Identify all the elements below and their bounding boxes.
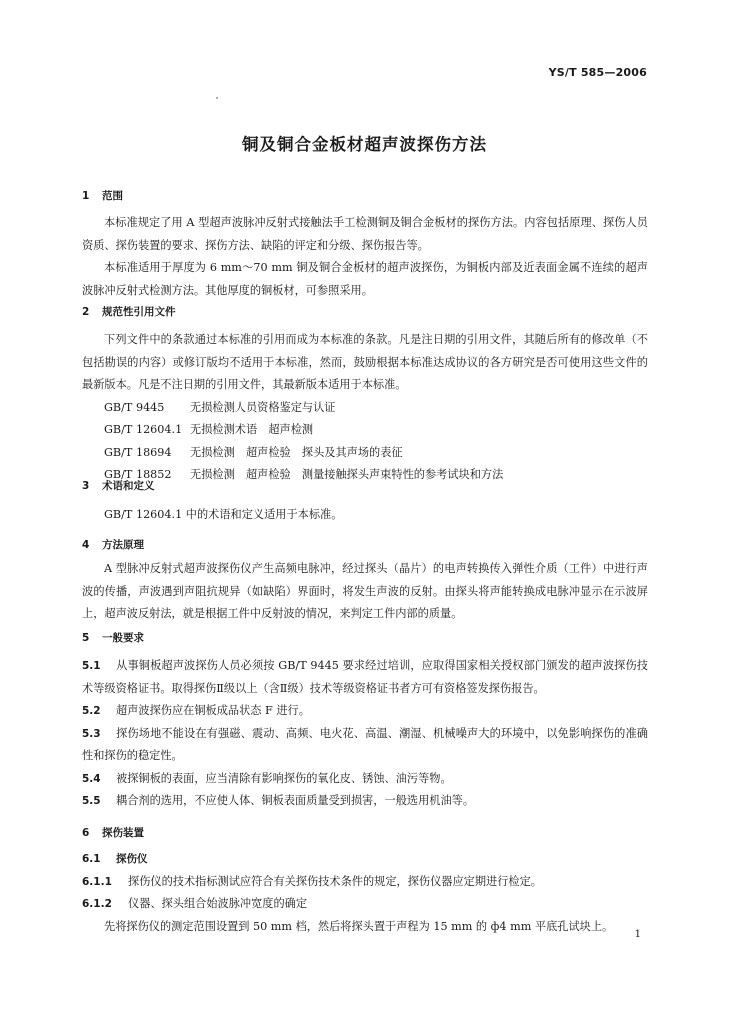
document-title: 铜及铜合金板材超声波探伤方法 — [242, 135, 487, 154]
clause-heading: 探伤仪 — [116, 853, 148, 865]
clause-5-4 — [82, 768, 648, 791]
clause-number: 6.1.2 — [82, 898, 112, 910]
paragraph: 先将探伤仪的测定范围设置到 50 mm 档，然后将探头置于声程为 15 mm 的 ф4 mm 平底孔试块上。 — [104, 919, 614, 933]
section-title: 一般要求 — [102, 632, 144, 644]
section-number: 1 — [82, 190, 90, 202]
section-number: 4 — [82, 539, 90, 551]
clause-number: 6.1 — [82, 853, 101, 865]
clause-6-1 — [82, 848, 648, 871]
paragraph: GB/T 12604.1 中的术语和定义适用于本标准。 — [104, 508, 343, 521]
paragraph: 下列文件中的条款通过本标准的引用而成为本标准的条款。凡是注日期的引用文件，其随后所有的修改单（不包括勘误的内容）或修订版均不适用于本标准，然而，鼓励根据本标准达成协议的各方研究是否可使用这些文件的最新版本。凡是不注日期的引用文件，其最新版本适用于本标准。 — [82, 333, 648, 391]
clause-number: 6.1.1 — [82, 875, 112, 888]
reference-code: GB/T 9445 — [104, 400, 165, 414]
clause-text: 仪器、探头组合始波脉冲宽度的确定 — [128, 897, 308, 910]
reference-title: 无损检测术语 超声检测 — [190, 423, 314, 436]
section-number: 6 — [82, 827, 90, 839]
reference-item — [104, 419, 648, 442]
section-title: 术语和定义 — [102, 480, 155, 492]
reference-title: 无损检测 超声检验 测量接触探头声束特性的参考试块和方法 — [190, 468, 504, 481]
section-title: 范围 — [102, 190, 123, 202]
section-3-heading — [82, 478, 155, 493]
clause-text: 探伤场地不能设在有强磁、震动、高频、电火花、高温、潮湿、机械噪声大的环境中，以免影响探伤的准确性和探伤的稳定性。 — [82, 726, 648, 762]
clause-number: 5.5 — [82, 795, 101, 807]
section-number: 3 — [82, 480, 90, 492]
section-4-heading — [82, 537, 144, 552]
reference-item — [104, 397, 648, 420]
clause-text: 被探铜板的表面，应当清除有影响探伤的氧化皮、锈蚀、油污等物。 — [116, 771, 452, 785]
reference-code: GB/T 12604.1 — [104, 423, 183, 436]
section-3-body — [82, 504, 648, 527]
section-number: 5 — [82, 632, 90, 644]
clause-6-1-2 — [82, 893, 648, 916]
reference-item — [104, 464, 648, 487]
paragraph: 本标准规定了用 A 型超声波脉冲反射式接触法手工检测铜及铜合金板材的探伤方法。内容包括原理、探伤人员资质、探伤装置的要求、探伤方法、缺陷的评定和分级、探伤报告等。 — [82, 216, 648, 252]
clause-text: 耦合剂的选用，不应使人体、铜板表面质量受到损害，一般选用机油等。 — [116, 794, 475, 807]
clause-6-1-1 — [82, 871, 648, 894]
section-6-heading — [82, 825, 144, 840]
clause-5-3 — [82, 723, 648, 768]
reference-code: GB/T 18694 — [104, 445, 172, 459]
clause-number: 5.3 — [82, 727, 101, 740]
clause-text: 从事铜板超声波探伤人员必须按 GB/T 9445 要求经过培训，应取得国家相关授权部门颁发的超声波探伤技术等级资格证书。取得探伤Ⅱ级以上（含Ⅱ级）技术等级资格证书者方可有资格签发探伤报告。 — [82, 659, 648, 695]
section-2-heading — [82, 304, 176, 319]
clause-text: 超声波探伤应在铜板成品状态 F 进行。 — [116, 704, 310, 717]
clause-text: 探伤仪的技术指标测试应符合有关探伤技术条件的规定，探伤仪器应定期进行检定。 — [128, 874, 542, 888]
section-number: 2 — [82, 306, 90, 318]
clause-5-1 — [82, 655, 648, 700]
section-5-body — [82, 655, 648, 813]
scan-speck — [216, 97, 218, 99]
section-6-body — [82, 848, 648, 938]
clause-number: 5.4 — [82, 772, 101, 785]
clause-number: 5.1 — [82, 660, 101, 672]
paragraph: A 型脉冲反射式超声波探伤仪产生高频电脉冲，经过探头（晶片）的电声转换传入弹性介质（工件）中进行声波的传播，声波遇到声阻抗规异（如缺陷）界面时，将发生声波的反射。由探头将声能转换成电脉冲显示在示波屏上，超声波反射法，就是根据工件中反射波的情况，来判定工件内部的质量。 — [82, 562, 648, 620]
reference-title: 无损检测人员资格鉴定与认证 — [190, 400, 336, 414]
standard-code: YS/T 585—2006 — [548, 66, 647, 79]
section-5-heading — [82, 630, 144, 645]
section-title: 规范性引用文件 — [102, 306, 176, 318]
clause-5-2 — [82, 700, 648, 723]
section-1-body — [82, 212, 648, 302]
section-title: 探伤装置 — [102, 827, 144, 839]
reference-item — [104, 442, 648, 465]
section-4-body — [82, 558, 648, 626]
reference-code: GB/T 18852 — [104, 468, 172, 481]
clause-5-5 — [82, 790, 648, 813]
page-number: 1 — [634, 929, 641, 940]
paragraph: 本标准适用于厚度为 6 mm～70 mm 铜及铜合金板材的超声波探伤，为铜板内部及近表面金属不连续的超声波脉冲反射式检测方法。其他厚度的铜板材，可参照采用。 — [82, 261, 648, 297]
reference-title: 无损检测 超声检验 探头及其声场的表征 — [190, 445, 403, 459]
section-2-body — [82, 329, 648, 487]
clause-number: 5.2 — [82, 705, 101, 717]
section-1-heading — [82, 188, 123, 203]
section-title: 方法原理 — [102, 539, 144, 551]
